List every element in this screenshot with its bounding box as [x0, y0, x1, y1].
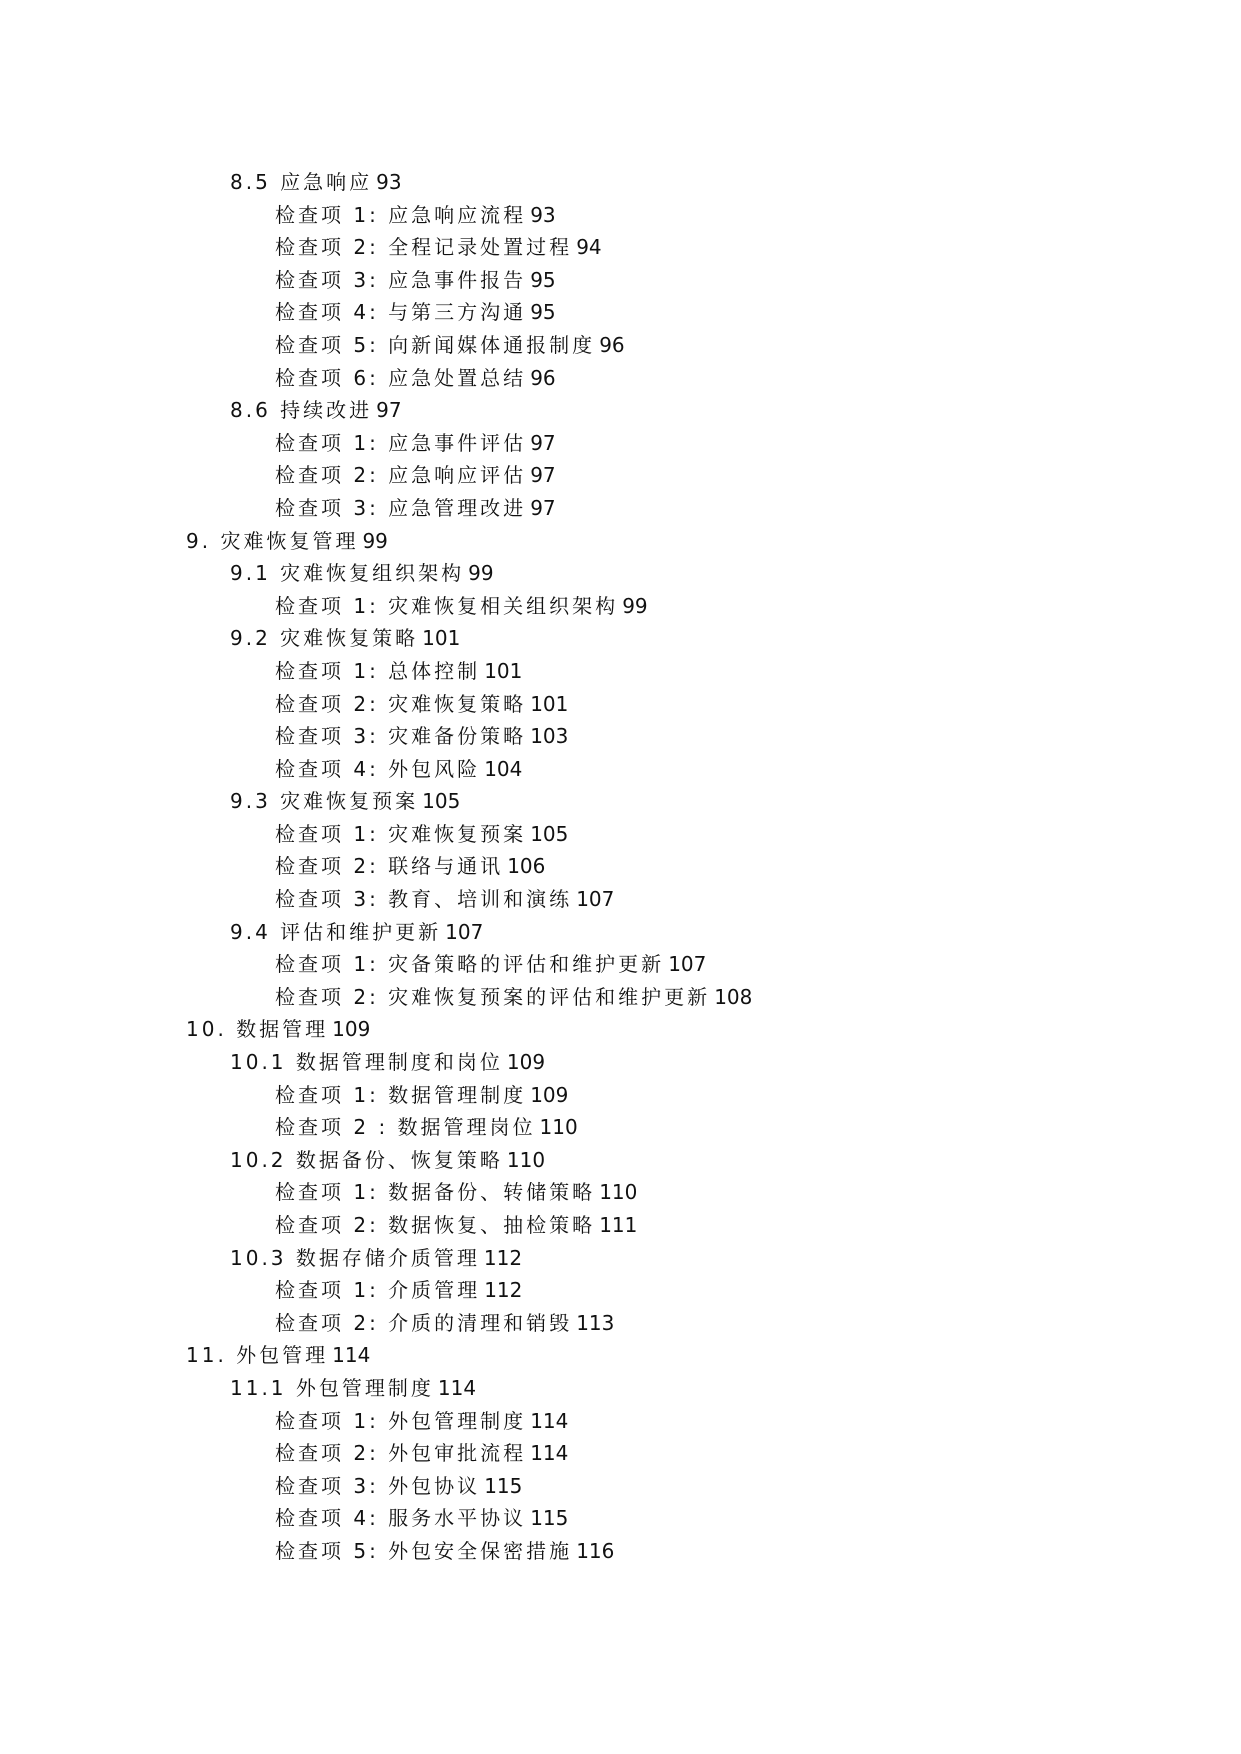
toc-entry-page-number: 109	[332, 1017, 371, 1042]
toc-entry-title: 检查项 3: 应急管理改进	[275, 495, 527, 520]
toc-entry-title: 检查项 2: 全程记录处置过程	[275, 235, 573, 260]
toc-entry-title: 检查项 1: 灾难恢复相关组织架构	[275, 593, 619, 618]
toc-entry	[0, 622, 1241, 655]
toc-entry-title: 9.4 评估和维护更新	[230, 919, 442, 944]
toc-entry	[0, 1470, 1241, 1503]
toc-entry-title: 8.5 应急响应	[230, 170, 373, 194]
toc-entry-title: 检查项 3: 应急事件报告	[275, 267, 527, 292]
toc-entry-title: 检查项 1: 应急响应流程	[275, 202, 527, 227]
toc-entry-page-number: 110	[539, 1115, 578, 1140]
toc-entry-title: 检查项 5: 向新闻媒体通报制度	[275, 332, 596, 357]
toc-entry	[0, 362, 1241, 395]
toc-entry	[0, 981, 1241, 1014]
toc-entry-page-number: 96	[599, 332, 625, 357]
toc-entry-page-number: 97	[530, 463, 556, 488]
toc-entry-title: 检查项 2: 外包审批流程	[275, 1441, 527, 1466]
toc-entry-page-number: 107	[668, 952, 707, 977]
toc-entry-title: 10.1 数据管理制度和岗位	[230, 1050, 503, 1075]
toc-entry-page-number: 112	[484, 1278, 523, 1303]
toc-entry-page-number: 109	[506, 1050, 546, 1075]
toc-entry-page-number: 116	[576, 1538, 615, 1563]
toc-entry	[0, 916, 1241, 949]
toc-entry	[0, 1372, 1241, 1405]
toc-entry-page-number: 110	[599, 1180, 638, 1205]
toc-entry-page-number: 99	[468, 561, 494, 586]
toc-entry	[0, 1144, 1241, 1177]
toc-entry-title: 检查项 1: 外包管理制度	[275, 1408, 527, 1433]
toc-entry-page-number: 114	[530, 1441, 569, 1466]
toc-entry	[0, 1307, 1241, 1340]
toc-entry-page-number: 112	[483, 1245, 523, 1270]
toc-entry-page-number: 97	[530, 495, 556, 520]
toc-entry-page-number: 107	[445, 919, 484, 944]
toc-entry-page-number: 103	[530, 724, 569, 749]
toc-entry	[0, 1339, 1241, 1372]
toc-entry-title: 检查项 4: 外包风险	[275, 756, 481, 781]
toc-entry	[0, 818, 1241, 851]
toc-entry	[0, 459, 1241, 492]
toc-entry	[0, 1405, 1241, 1438]
toc-entry	[0, 655, 1241, 688]
toc-entry	[0, 688, 1241, 721]
toc-entry-title: 8.6 持续改进	[230, 398, 373, 423]
toc-entry	[0, 492, 1241, 525]
toc-entry-title: 10. 数据管理	[186, 1017, 329, 1042]
toc-entry-page-number: 109	[530, 1082, 569, 1107]
toc-entry	[0, 785, 1241, 818]
toc-entry-page-number: 101	[484, 658, 523, 683]
toc-entry-title: 检查项 1: 数据备份、转储策略	[275, 1180, 596, 1205]
toc-entry	[0, 1274, 1241, 1307]
toc-entry	[0, 231, 1241, 264]
toc-entry-page-number: 94	[576, 235, 602, 260]
toc-entry-page-number: 99	[622, 593, 648, 618]
toc-entry-page-number: 95	[530, 300, 556, 325]
toc-entry	[0, 1209, 1241, 1242]
toc-entry-title: 9. 灾难恢复管理	[186, 528, 359, 553]
toc-entry-title: 检查项 4: 与第三方沟通	[275, 300, 527, 325]
toc-entry-title: 检查项 2: 灾难恢复预案的评估和维护更新	[275, 984, 711, 1009]
toc-entry-title: 9.2 灾难恢复策略	[230, 626, 419, 651]
toc-entry	[0, 753, 1241, 786]
table-of-contents	[0, 166, 1241, 1568]
toc-entry	[0, 948, 1241, 981]
toc-entry-title: 检查项 4: 服务水平协议	[275, 1506, 527, 1531]
toc-entry-page-number: 114	[530, 1408, 569, 1433]
toc-entry	[0, 1046, 1241, 1079]
toc-entry-title: 检查项 2: 数据恢复、抽检策略	[275, 1213, 596, 1237]
toc-entry-title: 11. 外包管理	[186, 1343, 329, 1368]
toc-entry-title: 检查项 6: 应急处置总结	[275, 365, 527, 390]
toc-entry-title: 检查项 1: 应急事件评估	[275, 430, 527, 455]
toc-entry	[0, 427, 1241, 460]
toc-entry-page-number: 110	[506, 1147, 546, 1172]
toc-entry-page-number: 105	[422, 789, 461, 814]
toc-entry	[0, 557, 1241, 590]
toc-entry	[0, 850, 1241, 883]
toc-entry-title: 检查项 2: 联络与通讯	[275, 854, 504, 879]
toc-entry-title: 11.1 外包管理制度	[230, 1375, 434, 1400]
toc-entry-title: 检查项 2: 应急响应评估	[275, 463, 527, 488]
toc-entry-title: 检查项 1: 灾备策略的评估和维护更新	[275, 952, 665, 977]
toc-entry-title: 检查项 1: 介质管理	[275, 1278, 481, 1303]
toc-entry	[0, 394, 1241, 427]
toc-entry-page-number: 97	[376, 398, 402, 423]
toc-entry-title: 9.1 灾难恢复组织架构	[230, 561, 465, 586]
toc-entry	[0, 1111, 1241, 1144]
toc-entry	[0, 590, 1241, 623]
toc-entry-title: 检查项 1: 数据管理制度	[275, 1082, 527, 1107]
toc-entry-page-number: 105	[530, 821, 569, 846]
toc-entry-title: 10.3 数据存储介质管理	[230, 1245, 480, 1270]
toc-entry-page-number: 96	[530, 365, 556, 390]
toc-entry-page-number: 115	[530, 1506, 569, 1531]
toc-entry	[0, 883, 1241, 916]
toc-entry-page-number: 93	[530, 202, 556, 227]
toc-entry-page-number: 111	[599, 1213, 638, 1237]
toc-entry	[0, 296, 1241, 329]
toc-entry-title: 检查项 2: 介质的清理和销毁	[275, 1310, 573, 1335]
toc-entry-title: 检查项 3: 教育、培训和演练	[275, 887, 573, 912]
toc-entry	[0, 1079, 1241, 1112]
toc-entry-page-number: 113	[576, 1310, 615, 1335]
toc-entry	[0, 199, 1241, 232]
toc-entry-title: 检查项 5: 外包安全保密措施	[275, 1538, 573, 1563]
toc-entry	[0, 329, 1241, 362]
toc-entry-page-number: 93	[376, 170, 402, 194]
toc-entry	[0, 1176, 1241, 1209]
toc-entry-page-number: 114	[332, 1343, 371, 1368]
toc-entry-page-number: 99	[362, 528, 388, 553]
toc-entry	[0, 1437, 1241, 1470]
toc-entry-page-number: 104	[484, 756, 523, 781]
toc-entry-page-number: 97	[530, 430, 556, 455]
toc-entry-title: 检查项 1: 灾难恢复预案	[275, 821, 527, 846]
toc-entry-page-number: 114	[437, 1375, 477, 1400]
toc-entry	[0, 166, 1241, 199]
toc-entry-page-number: 101	[530, 691, 569, 716]
toc-entry	[0, 1502, 1241, 1535]
toc-entry-title: 检查项 3: 灾难备份策略	[275, 724, 527, 749]
toc-entry-page-number: 101	[422, 626, 461, 651]
toc-entry	[0, 1013, 1241, 1046]
toc-entry-title: 检查项 1: 总体控制	[275, 658, 481, 683]
toc-entry-title: 9.3 灾难恢复预案	[230, 789, 419, 814]
toc-entry-page-number: 106	[507, 854, 546, 879]
toc-entry	[0, 525, 1241, 558]
toc-entry	[0, 1242, 1241, 1275]
toc-entry	[0, 1535, 1241, 1568]
toc-entry-page-number: 108	[714, 984, 753, 1009]
toc-entry	[0, 264, 1241, 297]
toc-entry-page-number: 115	[484, 1473, 523, 1498]
toc-entry-title: 10.2 数据备份、恢复策略	[230, 1147, 503, 1172]
toc-entry-page-number: 107	[576, 887, 615, 912]
toc-entry-page-number: 95	[530, 267, 556, 292]
toc-entry-title: 检查项 2 : 数据管理岗位	[275, 1115, 536, 1140]
toc-entry-title: 检查项 2: 灾难恢复策略	[275, 691, 527, 716]
toc-entry	[0, 720, 1241, 753]
toc-entry-title: 检查项 3: 外包协议	[275, 1473, 481, 1498]
